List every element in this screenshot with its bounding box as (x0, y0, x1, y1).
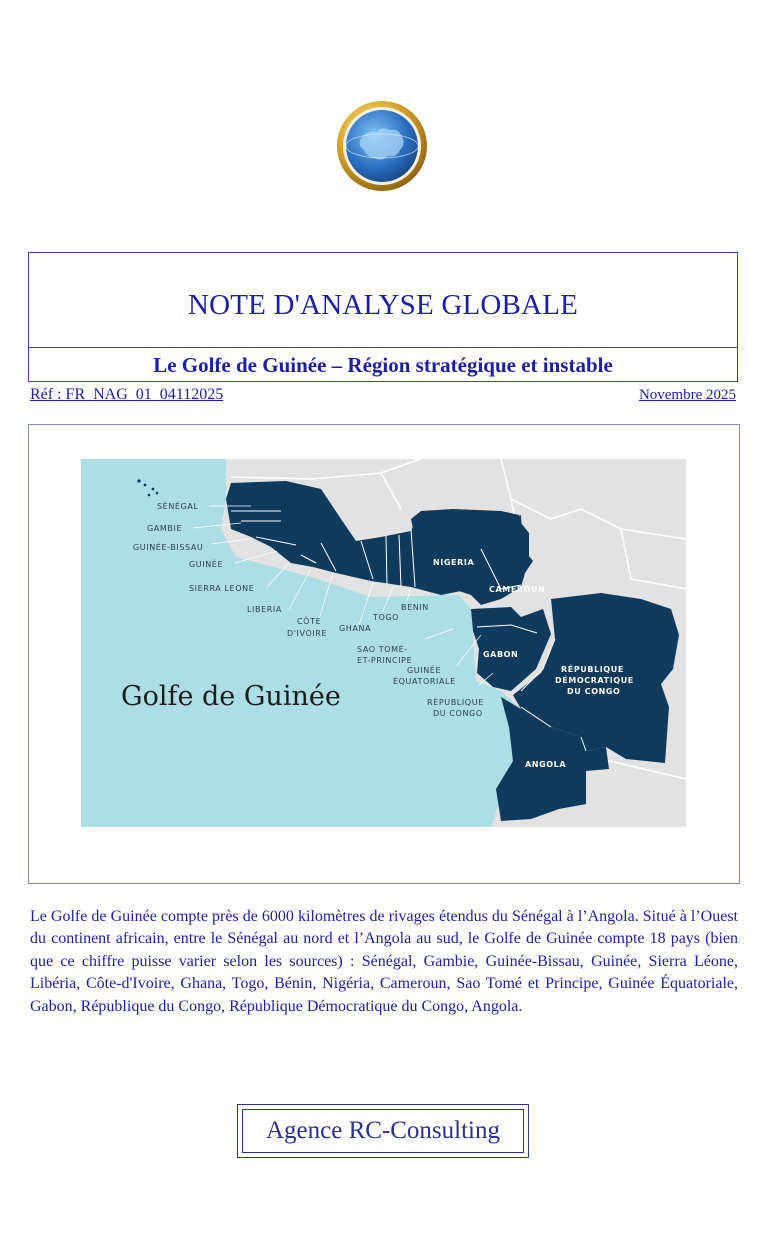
publication-date: Novembre 2025 (638, 387, 736, 403)
label-cameroun: CAMEROUN (489, 585, 546, 594)
agency-name: Agence RC-Consulting (265, 1117, 500, 1144)
label-guinee-eq-2: ÉQUATORIALE (393, 677, 456, 686)
label-guinee-bissau: GUINÉE-BISSAU (133, 543, 204, 552)
intro-paragraph: Le Golfe de Guinée compte près de 6000 kilomètres de rivages étendus du Sénégal à l’Angola. Situé à l’Ouest du continent africain, entre le Sénégal au nord et l’Angola au sud, le Golfe de Guinée compte 18 pays (bien que ce chiffre puisse varier selon les sources) : Sénégal, Gambie, Guinée-Bissau, Guinée, Sierra Léone, Libéria, Côte-d'Ivoire, Ghana, Togo, Bénin, Nigéria, Cameroun, Sao Tomé et Principe, Guinée Équatoriale, Gabon, République du Congo, République Démocratique du Congo, Angola. (30, 908, 738, 1015)
label-liberia: LIBERIA (247, 605, 282, 614)
label-sierra-leone: SIERRA LEONE (189, 584, 255, 593)
label-togo: TOGO (373, 613, 400, 622)
label-rep-congo-1: RÉPUBLIQUE (427, 698, 484, 707)
agency-stamp-inner (242, 1109, 524, 1153)
label-gambie: GAMBIE (147, 524, 183, 533)
label-rdc-1: RÉPUBLIQUE (561, 665, 624, 674)
title-box (28, 252, 738, 382)
label-cote-ivoire-1: CÔTE (297, 617, 322, 626)
page-subtitle: Le Golfe de Guinée – Région stratégique et instable (153, 352, 613, 377)
label-benin: BENIN (401, 603, 429, 612)
label-sao-tome-1: SAO TOMÉ- (357, 645, 408, 654)
page-title: NOTE D'ANALYSE GLOBALE (187, 288, 579, 321)
label-cote-ivoire-2: D'IVOIRE (287, 629, 328, 638)
label-rdc-3: DU CONGO (567, 687, 621, 696)
label-guinee-eq-1: GUINÉE (407, 666, 442, 675)
map-heading: Golfe de Guinée (121, 681, 341, 712)
agency-stamp (237, 1104, 529, 1158)
label-angola: ANGOLA (525, 760, 567, 769)
reference-number: Réf : FR_NAG_01_04112025 (30, 386, 224, 403)
label-senegal: SÉNÉGAL (157, 502, 199, 511)
europe-globe-logo (336, 100, 428, 192)
label-sao-tome-2: ET-PRINCIPE (357, 656, 413, 665)
subtitle-row (29, 348, 737, 382)
gulf-of-guinea-map (81, 459, 686, 827)
label-rdc-2: DÉMOCRATIQUE (555, 676, 634, 685)
title-row (29, 253, 737, 348)
label-rep-congo-2: DU CONGO (433, 709, 483, 718)
label-gabon: GABON (483, 650, 519, 659)
label-guinee: GUINÉE (189, 560, 224, 569)
label-nigeria: NIGERIA (433, 558, 475, 567)
label-ghana: GHANA (339, 624, 372, 633)
